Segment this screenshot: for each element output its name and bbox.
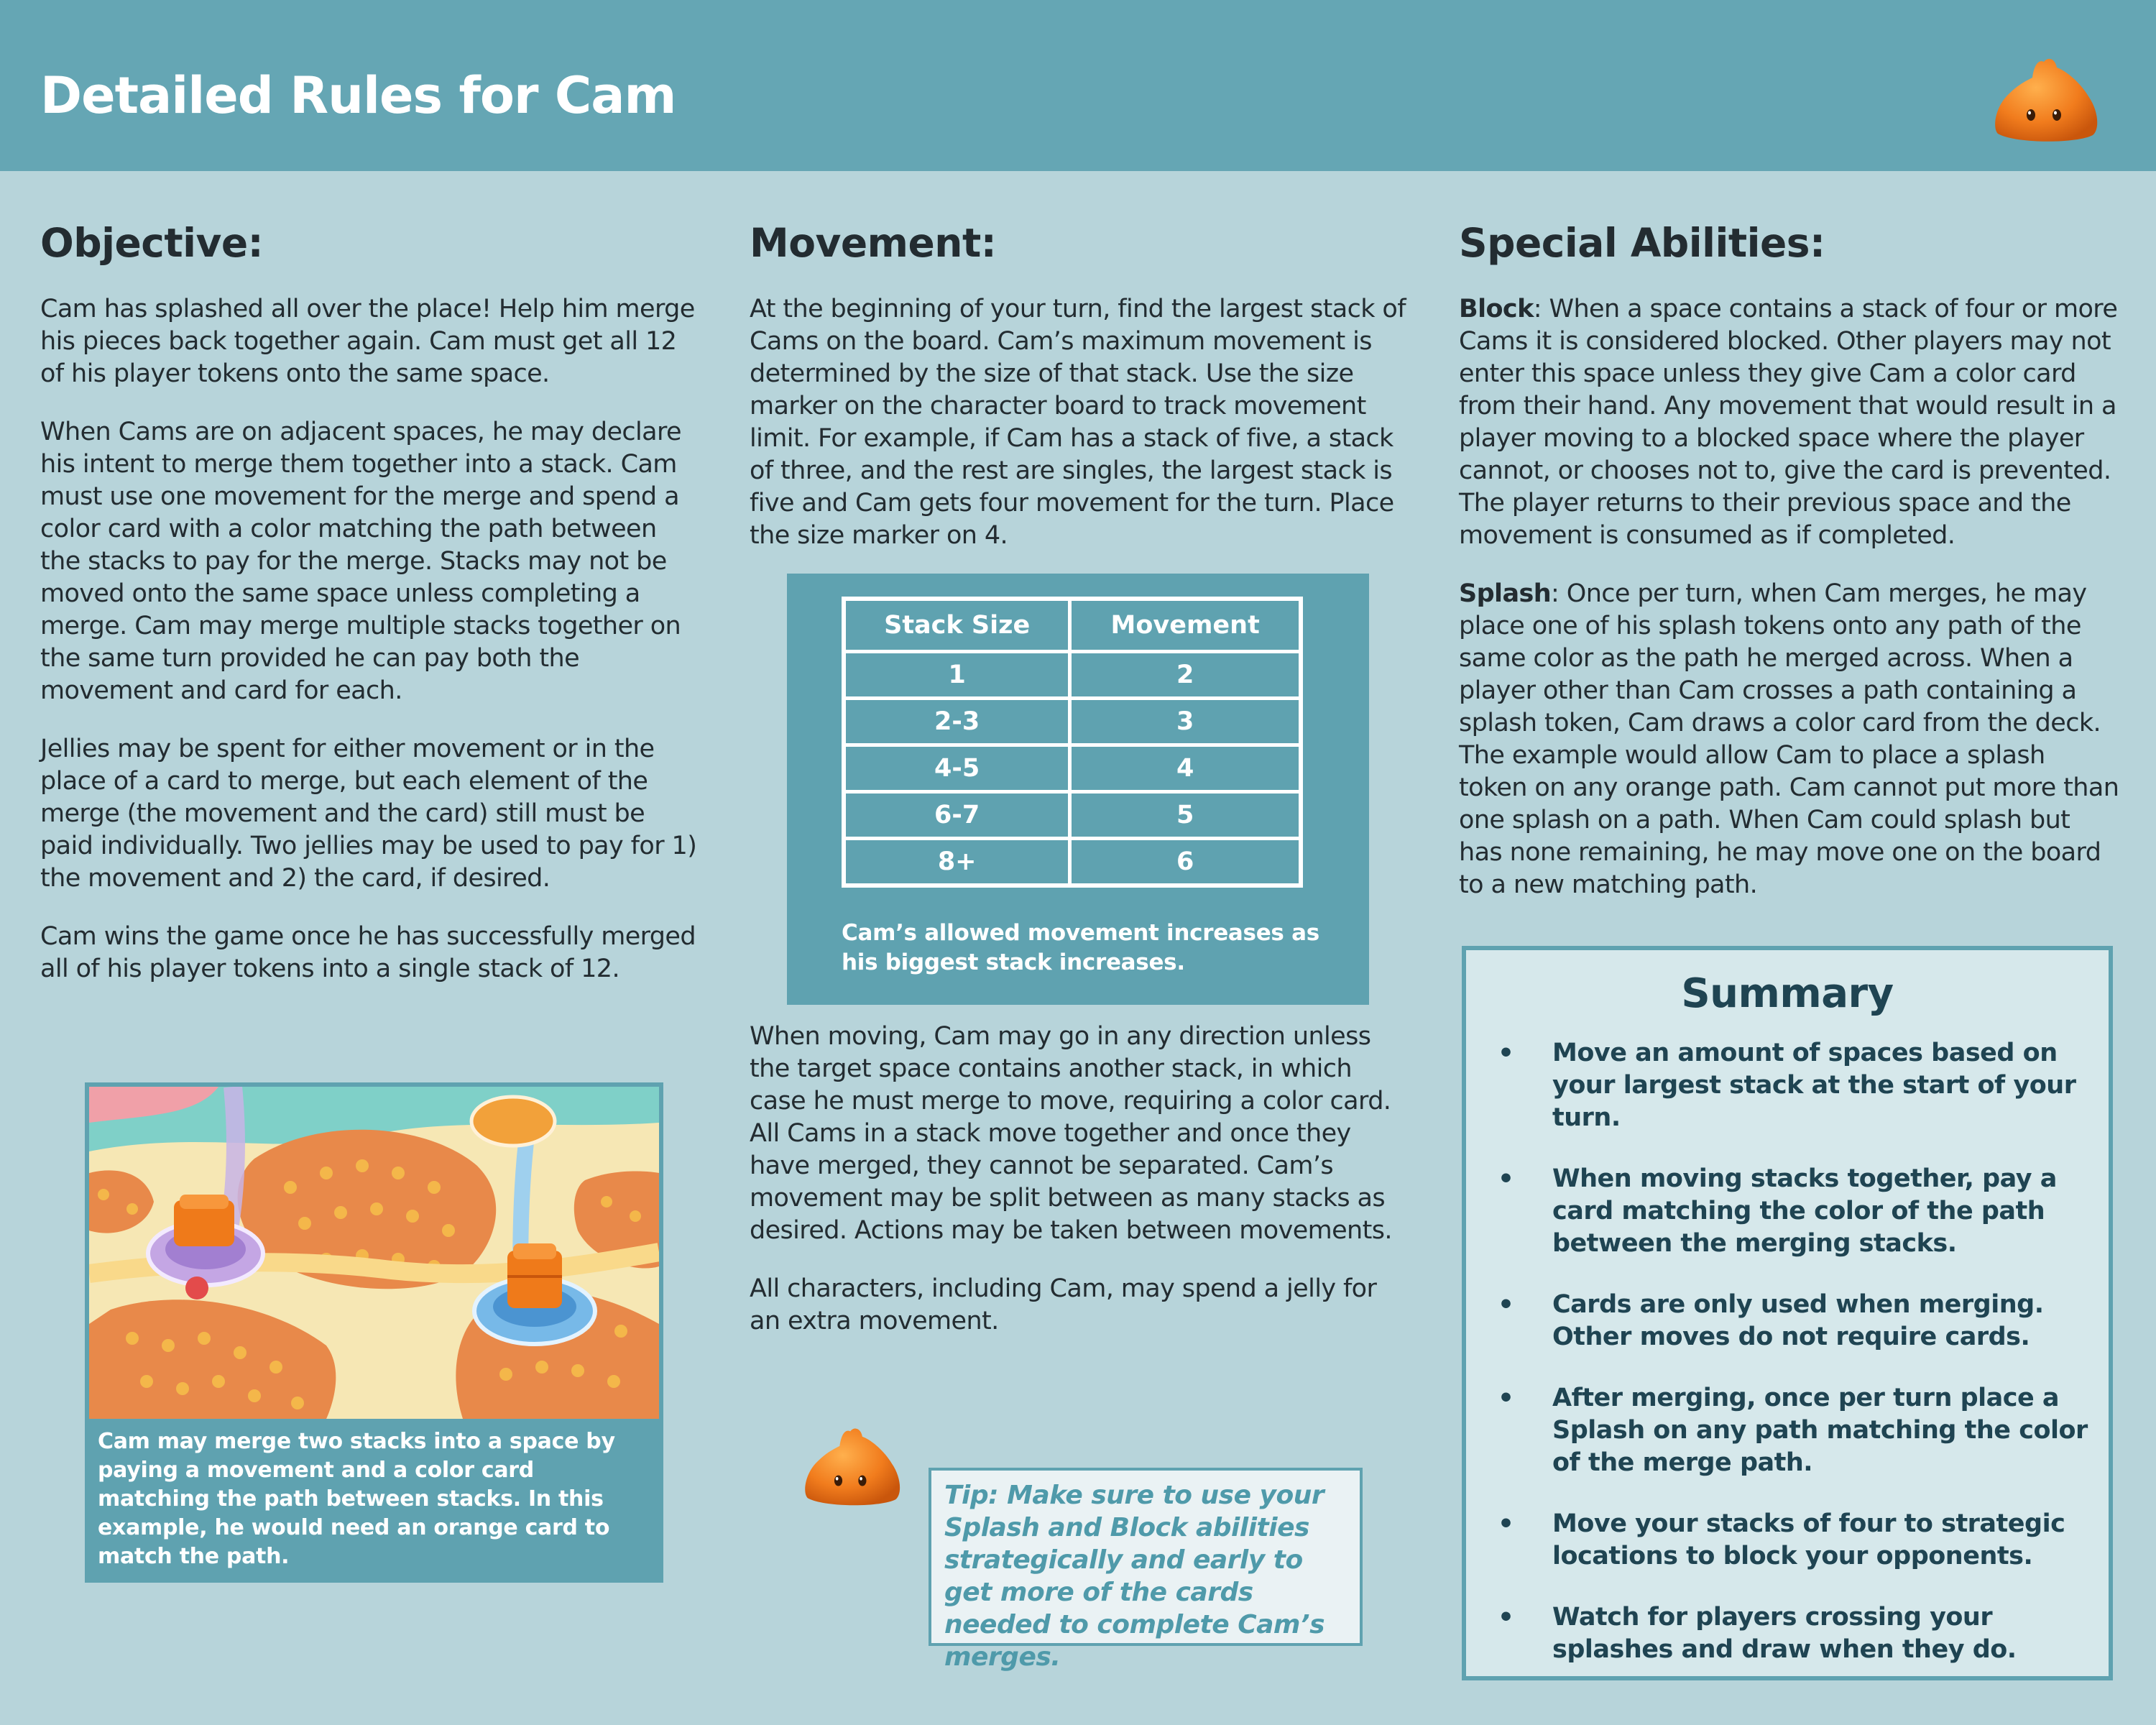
table-cell: 1	[844, 652, 1070, 699]
objective-paragraph: Cam wins the game once he has successfully merged all of his player tokens into a single stack of 12.	[40, 922, 696, 983]
summary-item-text: Move an amount of spaces based on your largest stack at the start of your turn.	[1552, 1039, 2076, 1132]
bullet-icon: •	[1498, 1603, 1514, 1632]
summary-item-text: Cards are only used when merging. Other moves do not require cards.	[1552, 1290, 2044, 1351]
summary-item-text: After merging, once per turn place a Splash on any path matching the color of the merge path.	[1552, 1384, 2088, 1477]
bullet-icon: •	[1498, 1039, 1514, 1068]
tip-box: Tip: Make sure to use your Splash and Block abilities strategically and early to get more of the cards needed to complete Cam’s merges.	[929, 1468, 1363, 1646]
bullet-icon: •	[1498, 1290, 1514, 1320]
movement-paragraph: All characters, including Cam, may spend a jelly for an extra movement.	[750, 1274, 1377, 1335]
movement-table	[842, 597, 1303, 888]
objective-paragraph: When Cams are on adjacent spaces, he may declare his intent to merge them together into a stack. Cam must use one movement for the merge and spend a color card with a color matching the path between the stacks to pay for the merge. Stacks may not be moved onto the same space unless completing a merge. Cam may merge multiple stacks together on the same turn provided he can pay both the movement and card for each.	[40, 418, 681, 705]
objective-heading: Objective:	[40, 220, 264, 266]
bullet-icon: •	[1498, 1164, 1514, 1194]
table-header-row	[844, 599, 1301, 652]
table-cell: 3	[1070, 699, 1301, 745]
table-cell: 2-3	[844, 699, 1070, 745]
movement-heading: Movement:	[750, 220, 997, 266]
table-cell: 8+	[844, 839, 1070, 886]
cam-mascot-icon	[799, 1426, 906, 1509]
list-item	[1466, 1289, 2094, 1353]
table-header-cell: Movement	[1070, 599, 1301, 652]
table-row	[844, 792, 1301, 839]
image-caption: Cam may merge two stacks into a space by paying a movement and a color card matching the path between stacks. In this example, he would need an orange card to match the path.	[98, 1429, 615, 1569]
objective-section	[40, 216, 701, 1011]
block-ability-paragraph	[1459, 293, 2120, 552]
special-abilities-heading: Special Abilities:	[1459, 220, 1825, 266]
table-caption: Cam’s allowed movement increases as his biggest stack increases.	[842, 920, 1319, 975]
list-item	[1466, 1037, 2094, 1134]
block-term: Block	[1459, 295, 1534, 323]
splash-term: Splash	[1459, 579, 1552, 608]
block-description: : When a space contains a stack of four or more Cams it is considered blocked. Other players may not enter this space unless they give Cam a color card from their hand. Any movement that would result in a player moving to a blocked space where the player cannot, or chooses not to, give the card is prevented. The player returns to their previous space and the movement is consumed as if completed.	[1459, 295, 2118, 550]
movement-table-panel	[787, 574, 1369, 1005]
bullet-icon: •	[1498, 1509, 1514, 1539]
table-cell: 4-5	[844, 745, 1070, 792]
movement-paragraph: When moving, Cam may go in any direction unless the target space contains another stack, in which case he must merge to move, requiring a color card. All Cams in a stack move together and once they have merged, they cannot be separated. Cam’s movement may be split between as many stacks as desired. Actions may be taken between movements.	[750, 1022, 1392, 1245]
special-abilities-section	[1459, 216, 2120, 927]
merge-example-figure	[85, 1082, 663, 1583]
table-cell: 6	[1070, 839, 1301, 886]
table-row	[844, 699, 1301, 745]
list-item	[1466, 1382, 2094, 1479]
summary-list	[1466, 1037, 2109, 1666]
summary-item-text: Watch for players crossing your splashes and draw when they do.	[1552, 1603, 2017, 1664]
list-item	[1466, 1601, 2094, 1666]
table-header-cell: Stack Size	[844, 599, 1070, 652]
page-title: Detailed Rules for Cam	[40, 66, 676, 125]
list-item	[1466, 1508, 2094, 1573]
objective-paragraph: Jellies may be spent for either movement or in the place of a card to merge, but each element of the merge (the movement and the card) still must be paid individually. Two jellies may be used to pay for 1) the movement and 2) the card, if desired.	[40, 735, 697, 893]
bullet-icon: •	[1498, 1384, 1514, 1413]
table-cell: 5	[1070, 792, 1301, 839]
table-row	[844, 652, 1301, 699]
movement-section-continued	[750, 1021, 1411, 1363]
splash-description: : Once per turn, when Cam merges, he may place one of his splash tokens onto any path of the same color as the path he merged across. When a player other than Cam crosses a path containing a splash token, Cam draws a color card from the deck. The example would allow Cam to place a splash token on any orange path. Cam cannot put more than one splash on a path. When Cam could splash but has none remaining, he may move one on the board to a new matching path.	[1459, 579, 2119, 899]
movement-paragraph: At the beginning of your turn, find the largest stack of Cams on the board. Cam’s maximum movement is determined by the size of that stack. Use the size marker on the character board to track movement limit. For example, if Cam has a stack of five, a stack of three, and the rest are singles, the largest stack is five and Cam gets four movement for the turn. Place the size marker on 4.	[750, 295, 1406, 550]
list-item	[1466, 1163, 2094, 1260]
cam-mascot-icon	[1991, 56, 2101, 146]
splash-ability-paragraph	[1459, 578, 2120, 901]
summary-box	[1462, 946, 2113, 1680]
table-cell: 6-7	[844, 792, 1070, 839]
summary-item-text: Move your stacks of four to strategic locations to block your opponents.	[1552, 1509, 2065, 1570]
objective-paragraph: Cam has splashed all over the place! Help him merge his pieces back together again. Cam must get all 12 of his player tokens onto the same space.	[40, 295, 695, 388]
table-cell: 2	[1070, 652, 1301, 699]
board-illustration	[89, 1087, 659, 1419]
summary-title: Summary	[1681, 970, 1894, 1017]
movement-section	[750, 216, 1411, 578]
table-cell: 4	[1070, 745, 1301, 792]
table-row	[844, 745, 1301, 792]
header-banner	[0, 0, 2156, 171]
table-row	[844, 839, 1301, 886]
summary-item-text: When moving stacks together, pay a card matching the color of the path between the merging stacks.	[1552, 1164, 2057, 1258]
